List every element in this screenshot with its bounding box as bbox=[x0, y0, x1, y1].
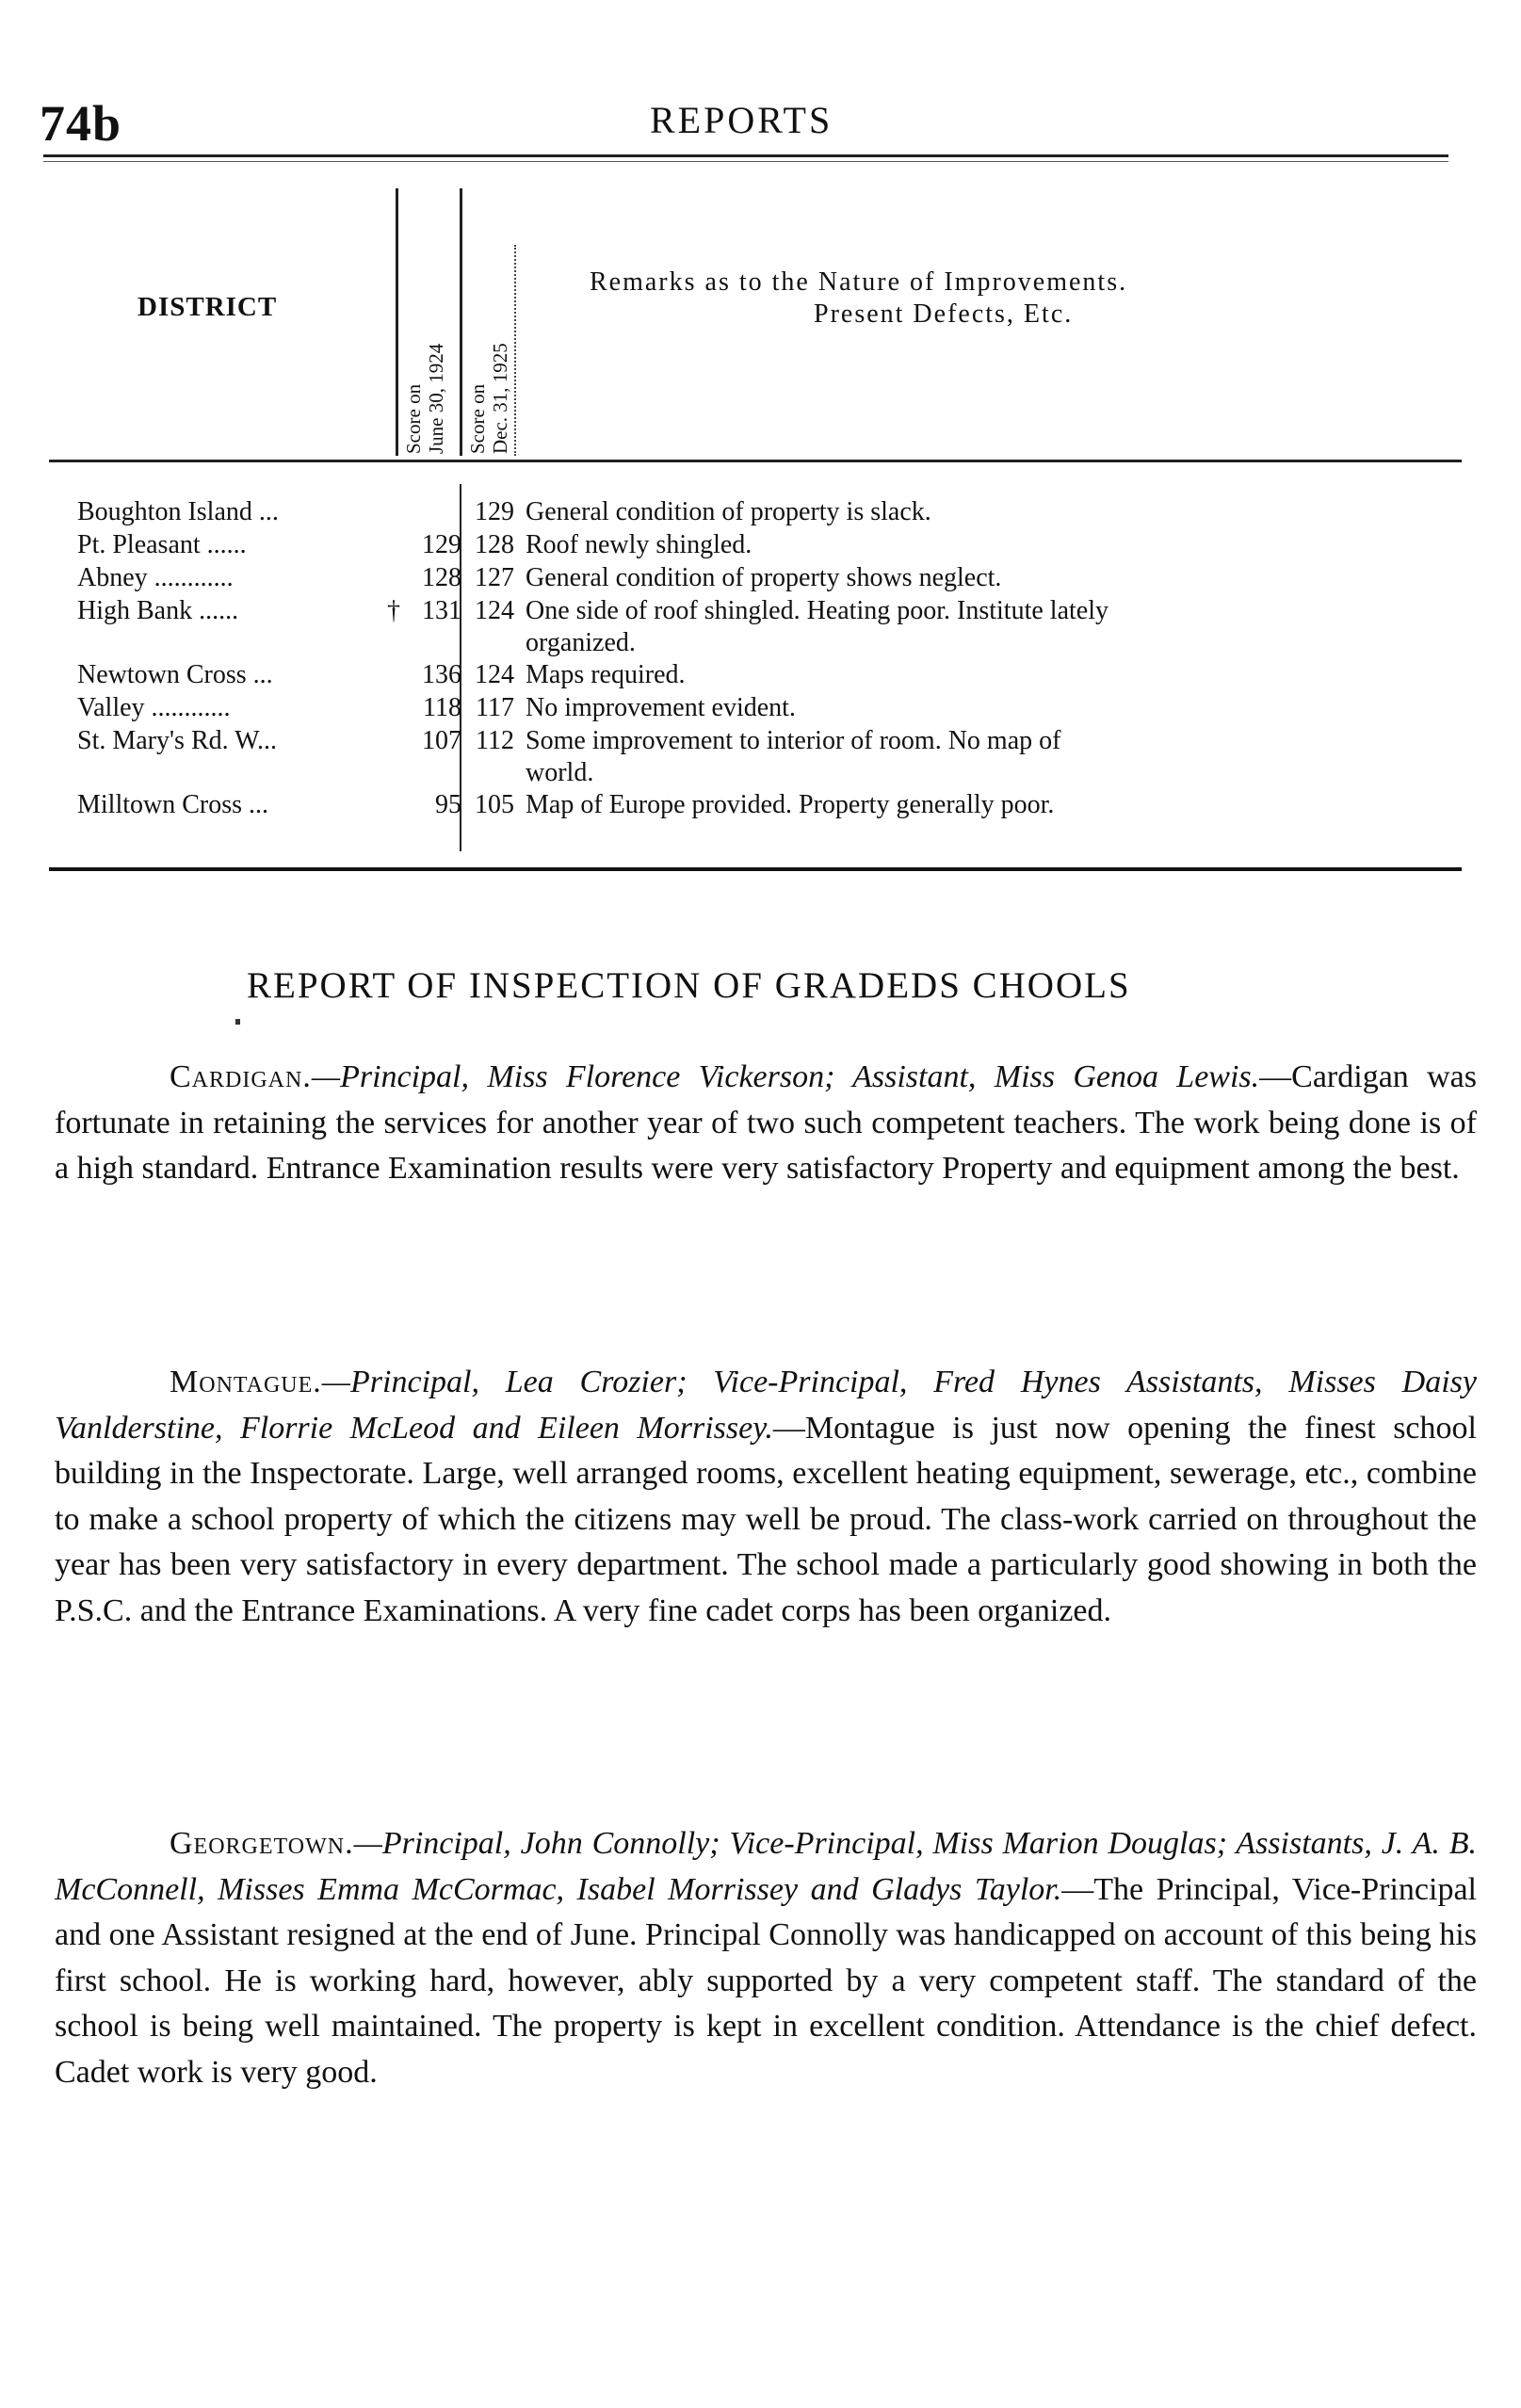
remarks-text: world. bbox=[526, 758, 594, 787]
district-name: Pt. Pleasant ...... bbox=[77, 530, 247, 559]
header-rule-thin bbox=[43, 161, 1448, 162]
score-1924: 128 bbox=[422, 563, 461, 592]
score-1924: 107 bbox=[422, 726, 461, 755]
remarks-text: Maps required. bbox=[526, 660, 686, 689]
score-1925: 127 bbox=[475, 563, 514, 592]
column-header-district: DISTRICT bbox=[138, 292, 278, 322]
remarks-text: One side of roof shingled. Heating poor. Institute lately bbox=[526, 596, 1108, 625]
report-text: —Cardigan was fortunate in retaining the services for another year of two such competent teachers. The work being done is of a high standard. Entrance Examination results were very satisfactory Property and equipment among the best. bbox=[55, 1059, 1477, 1186]
section-title: REPORT OF INSPECTION OF GRADEDS CHOOLS bbox=[247, 965, 1131, 1006]
school-report-paragraph bbox=[55, 1821, 1477, 2095]
score-1924: 118 bbox=[423, 693, 461, 722]
column-header-remarks-line2: Present Defects, Etc. bbox=[814, 299, 1074, 329]
school-name: Georgetown. bbox=[170, 1826, 354, 1861]
running-title: REPORTS bbox=[650, 99, 833, 141]
table-row bbox=[0, 497, 1521, 529]
score-1924: 95 bbox=[435, 790, 461, 819]
school-name: Cardigan. bbox=[170, 1059, 312, 1094]
score-1925: 105 bbox=[475, 790, 514, 819]
score-1925: 128 bbox=[475, 530, 514, 559]
score-1924: 129 bbox=[422, 530, 461, 559]
remarks-text: General condition of property shows neglect. bbox=[526, 563, 1002, 592]
column-divider bbox=[514, 245, 517, 456]
district-name: High Bank ...... bbox=[77, 596, 239, 625]
table-row bbox=[0, 530, 1521, 562]
remarks-text: organized. bbox=[526, 628, 636, 657]
page-number: 74b bbox=[40, 95, 122, 152]
table-rule bbox=[49, 460, 1462, 462]
school-name: Montague. bbox=[170, 1365, 322, 1399]
column-header-score-1925-b: Dec. 31, 1925 bbox=[489, 343, 511, 454]
district-mark: † bbox=[387, 596, 400, 625]
remarks-text: No improvement evident. bbox=[526, 693, 796, 722]
score-1925: 117 bbox=[476, 693, 514, 722]
score-1925: 124 bbox=[475, 660, 514, 689]
table-row bbox=[0, 790, 1521, 822]
table-row bbox=[0, 660, 1521, 692]
table-row bbox=[0, 596, 1521, 657]
staff-list: —Principal, John Connolly; Vice-Principal, Miss Marion Douglas; Assistants, J. A. B. McConnell, Misses Emma McCormac, Isabel Morrissey and Gladys Taylor. bbox=[55, 1826, 1477, 1907]
remarks-text: Some improvement to interior of room. No map of bbox=[526, 726, 1061, 755]
column-header-remarks-line1: Remarks as to the Nature of Improvements. bbox=[590, 267, 1128, 297]
remarks-text: Roof newly shingled. bbox=[526, 530, 752, 559]
table-rule-bottom bbox=[49, 867, 1462, 871]
score-1924: 131 bbox=[422, 596, 461, 625]
school-report-paragraph bbox=[55, 1055, 1477, 1192]
score-1924: 136 bbox=[422, 660, 461, 689]
column-divider bbox=[460, 188, 462, 456]
report-text: —Montague is just now opening the finest school building in the Inspectorate. Large, well arranged rooms, excellent heating equipment, sewerage, etc., combine to make a school property of which the citizens may well be proud. The class-work carried on throughout the year has been very satisfactory in every department. The school made a particularly good showing in both the P.S.C. and the Entrance Examinations. A very fine cadet corps has been organized. bbox=[55, 1410, 1477, 1628]
score-1925: 124 bbox=[475, 596, 514, 625]
stray-mark bbox=[235, 1019, 240, 1025]
table-row bbox=[0, 563, 1521, 595]
district-name: Newtown Cross ... bbox=[77, 660, 273, 689]
remarks-text: General condition of property is slack. bbox=[526, 497, 931, 526]
staff-list: —Principal, Lea Crozier; Vice-Principal, Fred Hynes Assistants, Misses Daisy Vanlderstine, Florrie McLeod and Eileen Morrissey. bbox=[55, 1365, 1477, 1446]
column-header-score-1925-a: Score on bbox=[466, 383, 489, 454]
header-rule bbox=[43, 154, 1448, 157]
staff-list: —Principal, Miss Florence Vickerson; Assistant, Miss Genoa Lewis. bbox=[311, 1059, 1260, 1094]
report-text: —The Principal, Vice-Principal and one Assistant resigned at the end of June. Principal Connolly was handicapped on account of this being his first school. He is working hard, however, ably supported by a very competent staff. The standard of the school is being well maintained. The property is kept in excellent condition. Attendance is the chief defect. Cadet work is very good. bbox=[55, 1871, 1477, 2090]
table-row bbox=[0, 693, 1521, 725]
school-report-paragraph bbox=[55, 1360, 1477, 1634]
district-name: Valley ............ bbox=[77, 693, 231, 722]
table-row bbox=[0, 726, 1521, 787]
column-header-score-1924-b: June 30, 1924 bbox=[425, 343, 447, 454]
column-header-score-1924-a: Score on bbox=[402, 383, 425, 454]
column-divider bbox=[396, 188, 398, 456]
district-name: Abney ............ bbox=[77, 563, 234, 592]
district-name: Boughton Island ... bbox=[77, 497, 279, 526]
score-1925: 129 bbox=[475, 497, 514, 526]
district-name: St. Mary's Rd. W... bbox=[77, 726, 277, 755]
remarks-text: Map of Europe provided. Property generally poor. bbox=[526, 790, 1055, 819]
score-1925: 112 bbox=[476, 726, 514, 755]
district-name: Milltown Cross ... bbox=[77, 790, 269, 819]
